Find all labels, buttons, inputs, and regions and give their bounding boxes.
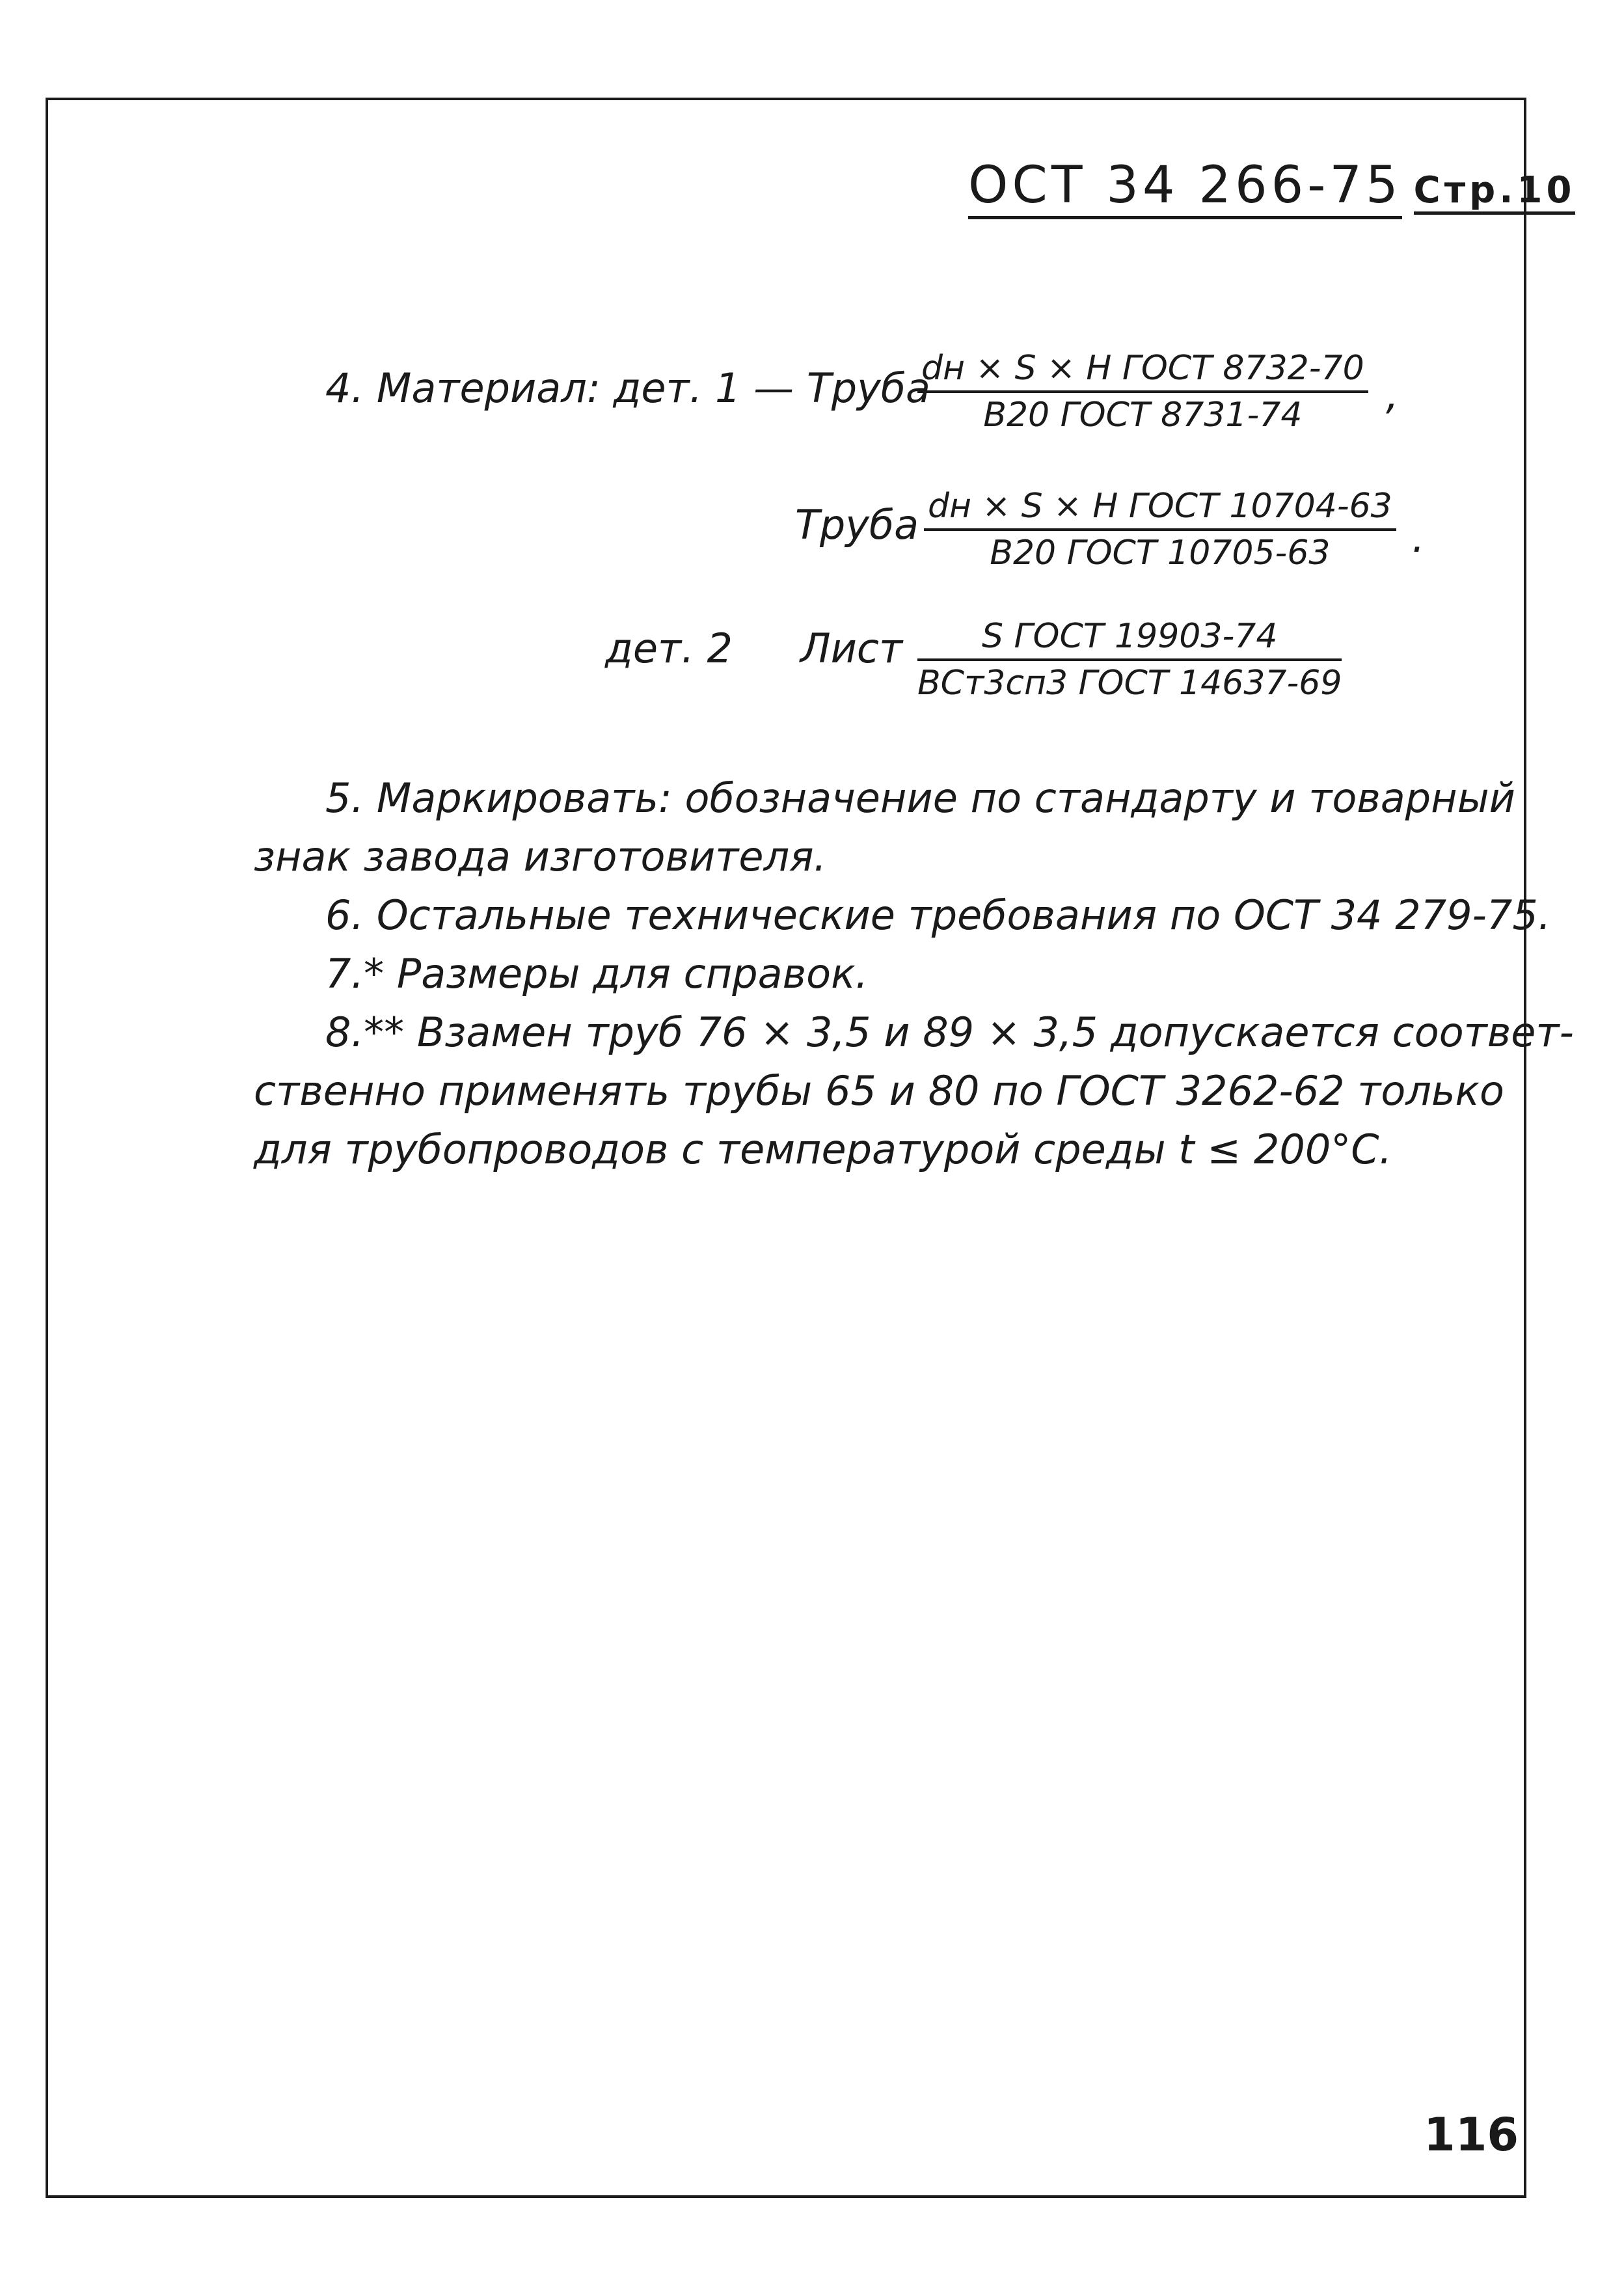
pipe2-denominator: В20 ГОСТ 10705-63 [990,534,1331,573]
doc-code: ОСТ 34 266-75 [968,156,1402,219]
note-8-line-1: 8.** Взамен труб 76 × 3,5 и 89 × 3,5 допускается соответ- [325,1009,1574,1056]
pipe2-numerator: dн × S × H ГОСТ 10704-63 [924,487,1396,531]
page-label: Стр.10 [1414,169,1576,215]
note-7: 7.* Размеры для справок. [325,950,869,997]
document-header [968,156,1575,215]
pipe2-fraction [924,487,1396,573]
sheet-numerator: S ГОСТ 19903-74 [917,617,1342,661]
note-6: 6. Остальные технические требования по ОСТ 34 279-75. [325,891,1551,939]
page-number: 116 [1424,2108,1519,2161]
note-8-line-3: для трубопроводов с температурой среды t ≤ 200°С. [254,1126,1392,1173]
pipe1-fraction [917,349,1368,435]
note-5-line-2: знак завода изготовителя. [254,833,827,880]
sheet-fraction [917,617,1342,703]
pipe1-denominator: В20 ГОСТ 8731-74 [983,396,1303,435]
note-5-line-1: 5. Маркировать: обозначение по стандарту и товарный [325,774,1515,822]
sheet-denominator: ВСт3сп3 ГОСТ 14637-69 [917,664,1342,703]
material-label: 4. Материал: дет. 1 — Труба [325,364,931,412]
sheet-label: Лист [800,625,903,672]
note-8-line-2: ственно применять трубы 65 и 80 по ГОСТ 3262-62 только [254,1067,1504,1115]
pipe2-trailing: . [1412,514,1425,562]
pipe1-numerator: dн × S × H ГОСТ 8732-70 [917,349,1368,393]
pipe2-label: Труба [795,501,919,549]
part2-label: дет. 2 [605,625,733,672]
pipe1-trailing: , [1386,371,1399,418]
